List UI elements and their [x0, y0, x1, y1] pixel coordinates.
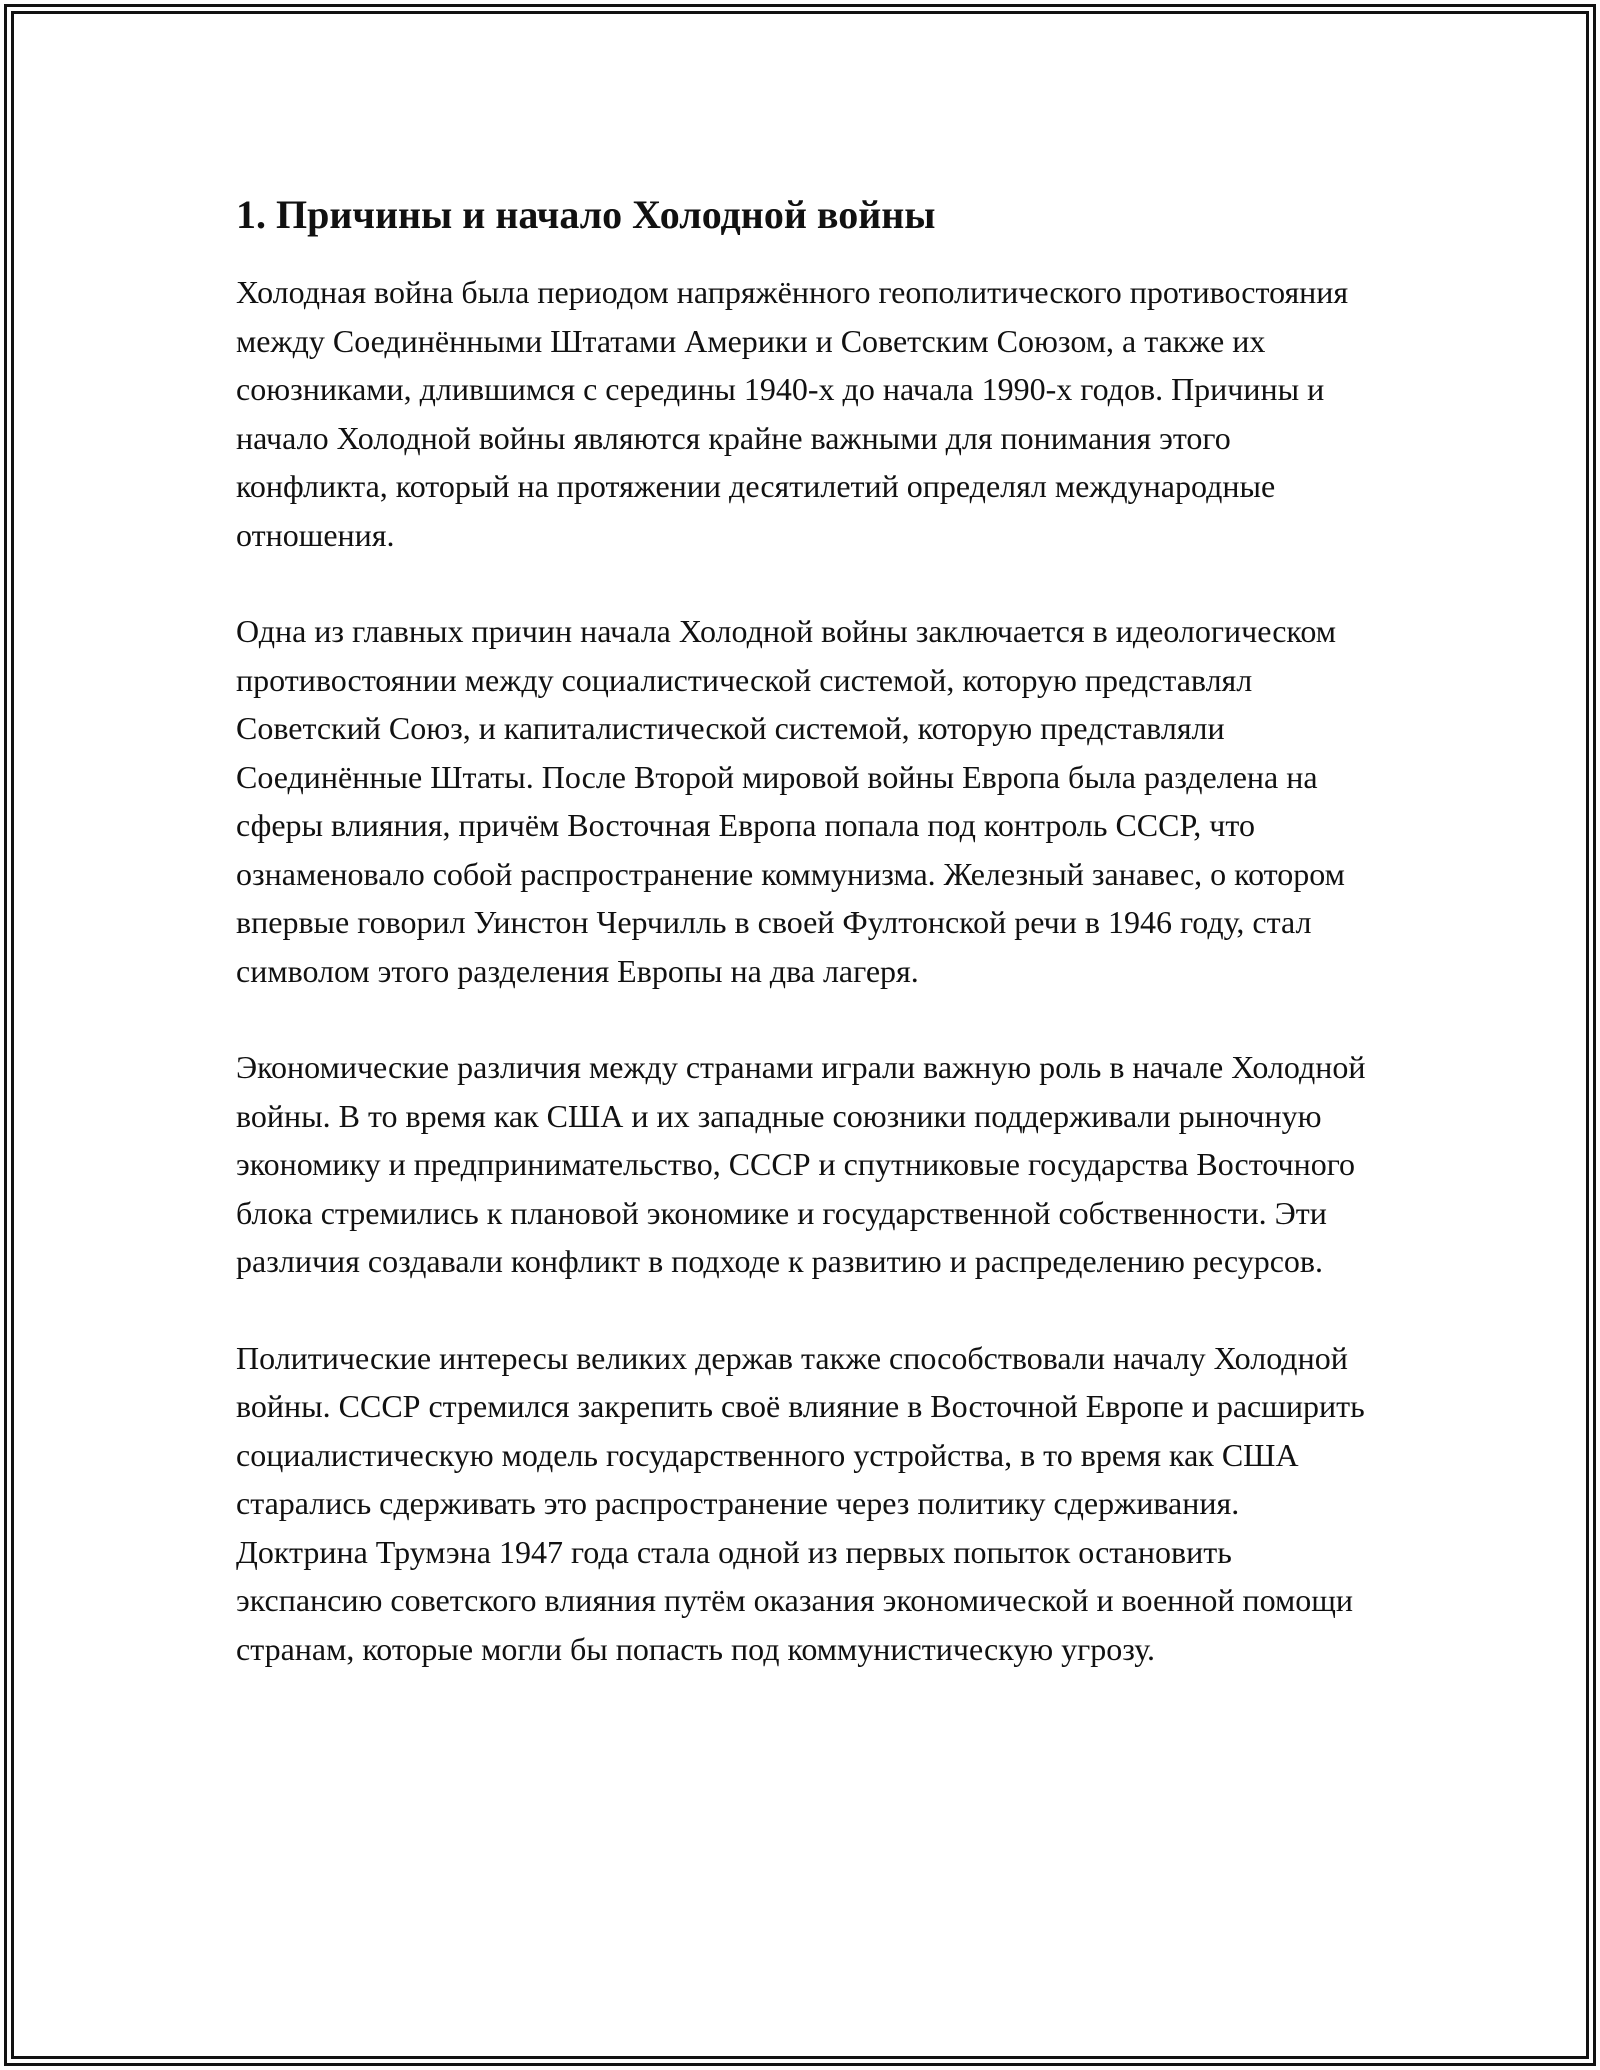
document-body — [236, 184, 1366, 1721]
paragraph-ideology: Одна из главных причин начала Холодной войны заключается в идеологическом противостоянии между социалистической системой, которую представлял Советский Союз, и капиталистической системой, которую представляли Соединённые Штаты. После Второй мировой войны Европа была разделена на сферы влияния, причём Восточная Европа попала под контроль СССР, что ознаменовало собой распространение коммунизма. Железный занавес, о котором впервые говорил Уинстон Черчилль в своей Фултонской речи в 1946 году, стал символом этого разделения Европы на два лагеря. — [236, 613, 1345, 989]
page-title: 1. Причины и начало Холодной войны — [236, 192, 936, 237]
paragraph-economy: Экономические различия между странами играли важную роль в начале Холодной войны. В то время как США и их западные союзники поддерживали рыночную экономику и предпринимательство, СССР и спутниковые государства Восточного блока стремились к плановой экономике и государственной собственности. Эти различия создавали конфликт в подходе к развитию и распределению ресурсов. — [236, 1049, 1366, 1279]
paragraph-intro: Холодная война была периодом напряжённого геополитического противостояния между Соединёнными Штатами Америки и Советским Союзом, а также их союзниками, длившимся с середины 1940-х до начала 1990-х годов. Причины и начало Холодной войны являются крайне важными для понимания этого конфликта, который на протяжении десятилетий определял международные отношения. — [236, 274, 1349, 553]
paragraph-politics: Политические интересы великих держав также способствовали началу Холодной войны. СССР стремился закрепить своё влияние в Восточной Европе и расширить социалистическую модель государственного устройства, в то время как США старались сдерживать это распространение через политику сдерживания. Доктрина Трумэна 1947 года стала одной из первых попыток остановить экспансию советского влияния путём оказания экономической и военной помощи странам, которые могли бы попасть под коммунистическую угрозу. — [236, 1339, 1365, 1667]
